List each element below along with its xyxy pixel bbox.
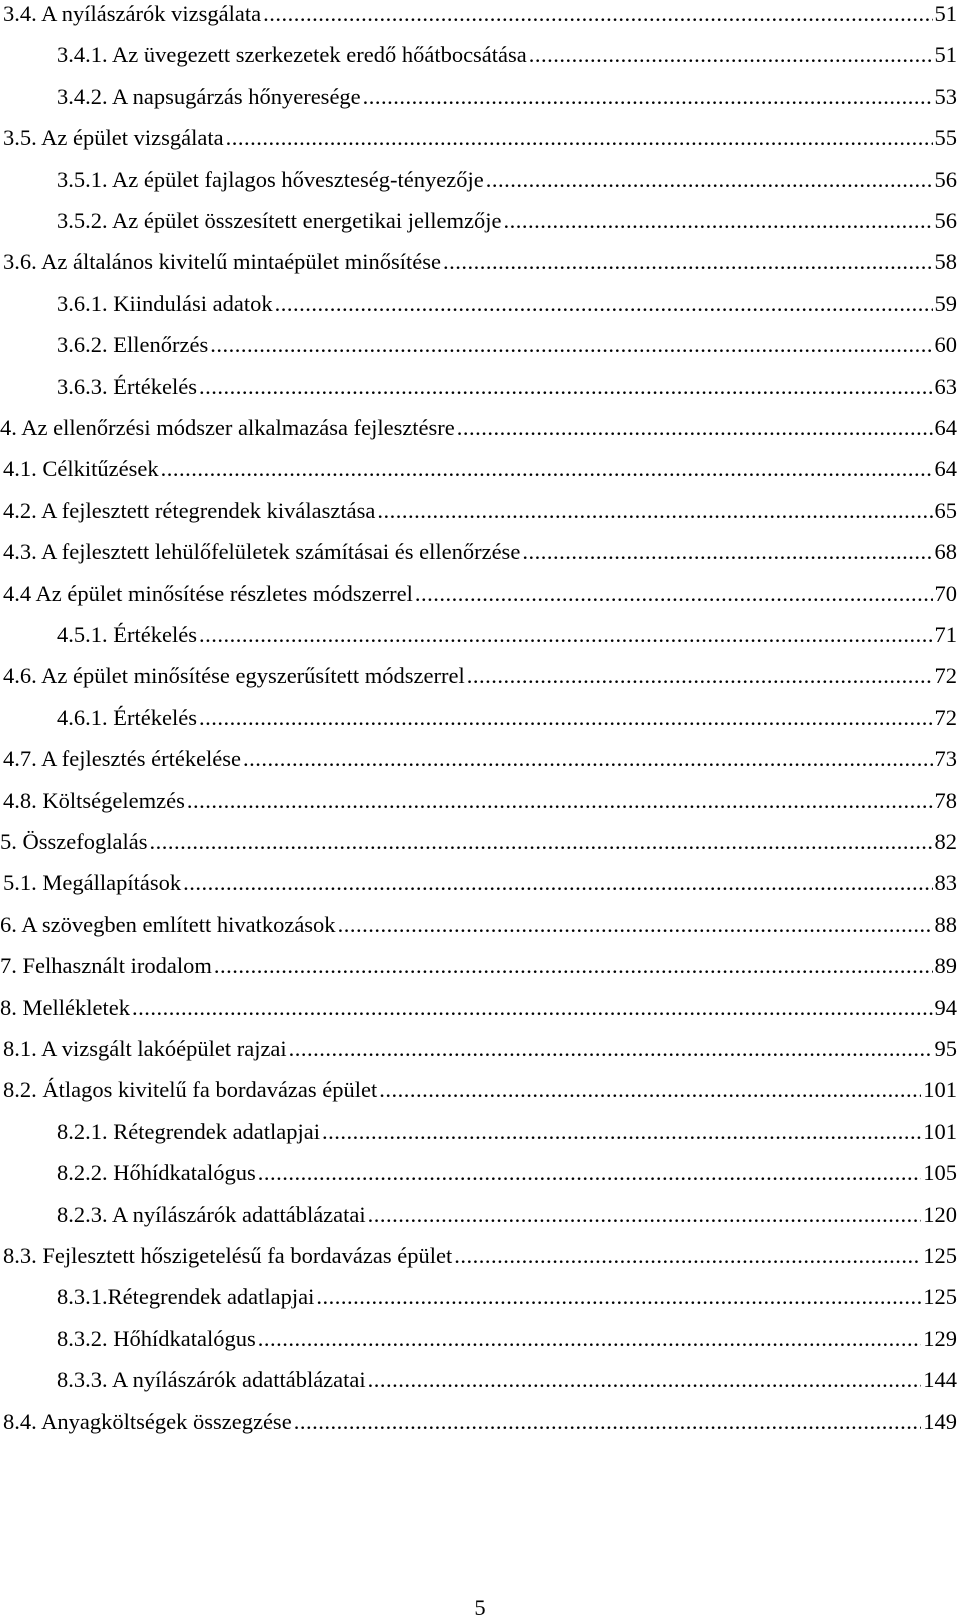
- toc-entry[interactable]: [0, 365, 957, 399]
- toc-entry-page: 95: [934, 1036, 957, 1061]
- toc-entry[interactable]: [0, 1110, 957, 1144]
- toc-dot-leader: [443, 250, 932, 274]
- toc-entry[interactable]: [0, 944, 957, 978]
- toc-dot-leader: [275, 292, 933, 316]
- toc-dot-leader: [322, 1120, 921, 1144]
- page-number: 5: [474, 1595, 486, 1620]
- toc-entry-title: 4.5.1. Értékelés: [57, 622, 197, 647]
- toc-entry-title: 8.2. Átlagos kivitelű fa bordavázas épület: [3, 1077, 378, 1103]
- toc-entry-title: 8.3. Fejlesztett hőszigetelésű fa bordavázas épület: [3, 1243, 453, 1268]
- toc-entry-page: 56: [934, 208, 957, 233]
- toc-entry-page: 72: [934, 704, 957, 730]
- toc-entry-title: 4.4 Az épület minősítése részletes módszerrel: [3, 580, 413, 606]
- toc-dot-leader: [294, 1410, 922, 1434]
- toc-entry[interactable]: [0, 489, 957, 523]
- toc-entry[interactable]: [0, 1027, 957, 1061]
- toc-entry[interactable]: [0, 986, 957, 1020]
- toc-entry[interactable]: [0, 696, 957, 730]
- toc-entry[interactable]: [0, 158, 957, 192]
- toc-entry-title: 3.4.2. A napsugárzás hőnyeresége: [57, 83, 361, 109]
- toc-entry-title: 6. A szövegben említett hivatkozások: [0, 911, 336, 937]
- toc-entry-page: 129: [923, 1325, 957, 1351]
- toc-entry-page: 60: [934, 332, 957, 358]
- toc-entry[interactable]: [0, 1068, 957, 1102]
- toc-entry-title: 4.7. A fejlesztés értékelése: [3, 746, 242, 772]
- toc-dot-leader: [338, 913, 933, 937]
- toc-entry-title: 3.4. A nyílászárók vizsgálata: [3, 1, 262, 26]
- toc-dot-leader: [503, 209, 932, 233]
- toc-dot-leader: [379, 1078, 921, 1102]
- toc-entry[interactable]: [0, 654, 957, 688]
- toc-entry[interactable]: [0, 530, 957, 564]
- toc-entry-title: 4.2. A fejlesztett rétegrendek kiválasztása: [3, 497, 376, 523]
- toc-entry-page: 72: [934, 663, 957, 689]
- toc-entry-title: 3.6.3. Értékelés: [57, 373, 197, 399]
- toc-entry-page: 71: [934, 622, 957, 647]
- toc-entry[interactable]: [0, 1275, 957, 1309]
- toc-entry[interactable]: [0, 903, 957, 937]
- toc-entry-title: 5.1. Megállapítások: [3, 870, 182, 896]
- toc-entry-page: 82: [934, 829, 957, 854]
- toc-entry-page: 55: [934, 125, 957, 151]
- toc-entry-title: 8.1. A vizsgált lakóépület rajzai: [3, 1036, 287, 1061]
- toc-entry[interactable]: [0, 861, 957, 895]
- toc-entry-title: 8.2.1. Rétegrendek adatlapjai: [57, 1118, 321, 1144]
- toc-entry-page: 125: [923, 1284, 957, 1310]
- toc-entry-title: 3.6. Az általános kivitelű mintaépület minősítése: [3, 249, 442, 275]
- toc-entry[interactable]: [0, 572, 957, 606]
- toc-dot-leader: [214, 954, 933, 978]
- toc-entry[interactable]: [0, 406, 957, 440]
- toc-entry-page: 51: [934, 42, 957, 68]
- toc-dot-leader: [199, 706, 933, 730]
- toc-dot-leader: [454, 1244, 921, 1268]
- toc-entry-title: 4.1. Célkitűzések: [3, 456, 159, 482]
- toc-entry-title: 8. Mellékletek: [0, 994, 130, 1020]
- toc-entry[interactable]: [0, 1317, 957, 1351]
- toc-dot-leader: [377, 499, 932, 523]
- toc-entry-title: 4. Az ellenőrzési módszer alkalmazása fejlesztésre: [0, 415, 455, 440]
- toc-entry-title: 4.6. Az épület minősítése egyszerűsített módszerrel: [3, 663, 465, 689]
- toc-dot-leader: [289, 1037, 933, 1061]
- toc-entry-title: 3.6.1. Kiindulási adatok: [57, 290, 273, 316]
- toc-dot-leader: [226, 126, 933, 150]
- toc-entry-title: 4.3. A fejlesztett lehülőfelületek számításai és ellenőrzése: [3, 539, 521, 565]
- toc-entry-title: 8.3.2. Hőhídkatalógus: [57, 1325, 256, 1351]
- toc-entry-page: 149: [923, 1408, 957, 1434]
- toc-entry[interactable]: [0, 0, 957, 26]
- toc-dot-leader: [363, 85, 933, 109]
- toc-dot-leader: [258, 1327, 922, 1351]
- toc-dot-leader: [467, 664, 933, 688]
- toc-entry-page: 88: [934, 911, 957, 937]
- toc-entry[interactable]: [0, 1358, 957, 1392]
- toc-entry-page: 63: [934, 373, 957, 399]
- toc-entry-page: 64: [934, 415, 957, 440]
- toc-entry[interactable]: [0, 282, 957, 316]
- toc-entry-title: 8.2.3. A nyílászárók adattáblázatai: [57, 1201, 366, 1227]
- toc-entry[interactable]: [0, 116, 957, 150]
- toc-dot-leader: [529, 43, 933, 67]
- toc-entry-page: 78: [934, 787, 957, 813]
- toc-dot-leader: [199, 375, 933, 399]
- toc-dot-leader: [199, 623, 933, 647]
- toc-entry-page: 94: [934, 994, 957, 1020]
- toc-entry-title: 3.6.2. Ellenőrzés: [57, 332, 209, 358]
- toc-dot-leader: [258, 1161, 922, 1185]
- toc-entry[interactable]: [0, 1193, 957, 1227]
- toc-entry-page: 58: [934, 249, 957, 275]
- toc-entry-page: 59: [934, 290, 957, 316]
- toc-entry-title: 8.4. Anyagköltségek összegzése: [3, 1408, 292, 1434]
- toc-entry-page: 68: [934, 539, 957, 565]
- toc-entry-title: 4.6.1. Értékelés: [57, 704, 197, 730]
- toc-entry-page: 51: [934, 1, 957, 26]
- toc-entry-page: 64: [934, 456, 957, 482]
- toc-entry-title: 5. Összefoglalás: [0, 829, 148, 854]
- toc-entry-page: 73: [934, 746, 957, 772]
- toc-dot-leader: [187, 789, 933, 813]
- toc-dot-leader: [132, 996, 933, 1020]
- toc-entry[interactable]: [0, 1151, 957, 1185]
- toc-dot-leader: [415, 582, 933, 606]
- toc-dot-leader: [183, 871, 932, 895]
- toc-dot-leader: [316, 1285, 921, 1309]
- toc-dot-leader: [457, 416, 933, 440]
- toc-entry-page: 101: [923, 1077, 957, 1103]
- toc-dot-leader: [243, 747, 932, 771]
- toc-dot-leader: [263, 2, 932, 26]
- toc-entry[interactable]: [0, 779, 957, 813]
- toc-entry-title: 8.2.2. Hőhídkatalógus: [57, 1160, 256, 1186]
- toc-dot-leader: [368, 1368, 922, 1392]
- toc-entry-page: 83: [934, 870, 957, 896]
- toc-entry-page: 144: [923, 1367, 957, 1393]
- toc-dot-leader: [161, 457, 933, 481]
- toc-dot-leader: [210, 333, 932, 357]
- toc-entry-title: 8.3.3. A nyílászárók adattáblázatai: [57, 1367, 366, 1393]
- toc-entry-page: 101: [923, 1118, 957, 1144]
- toc-dot-leader: [368, 1203, 922, 1227]
- toc-dot-leader: [486, 168, 933, 192]
- toc-dot-leader: [149, 830, 932, 854]
- toc-entry[interactable]: [0, 1234, 957, 1268]
- toc-entry-page: 53: [934, 83, 957, 109]
- toc-entry-title: 7. Felhasznált irodalom: [0, 953, 212, 979]
- toc-entry-page: 125: [923, 1243, 957, 1268]
- toc-entry[interactable]: [0, 1400, 957, 1434]
- toc-entry[interactable]: [0, 33, 957, 67]
- toc-entry-page: 105: [923, 1160, 957, 1186]
- toc-entry-page: 89: [934, 953, 957, 979]
- toc-dot-leader: [522, 540, 932, 564]
- toc-entry-page: 120: [923, 1201, 957, 1227]
- toc-entry[interactable]: [0, 240, 957, 274]
- toc-entry-title: 3.5. Az épület vizsgálata: [3, 125, 224, 151]
- toc-entry[interactable]: [0, 323, 957, 357]
- toc-entry[interactable]: [0, 75, 957, 109]
- toc-entry[interactable]: [0, 820, 957, 854]
- toc-entry[interactable]: [0, 613, 957, 647]
- toc-entry-page: 65: [934, 497, 957, 523]
- toc-entry-title: 8.3.1.Rétegrendek adatlapjai: [57, 1284, 315, 1310]
- toc-entry[interactable]: [0, 737, 957, 771]
- toc-entry[interactable]: [0, 447, 957, 481]
- toc-entry-title: 3.5.2. Az épület összesített energetikai jellemzője: [57, 208, 502, 233]
- toc-entry-title: 4.8. Költségelemzés: [3, 787, 185, 813]
- toc-entry-page: 56: [934, 166, 957, 192]
- toc-entry-title: 3.4.1. Az üvegezett szerkezetek eredő hőátbocsátása: [57, 42, 527, 68]
- toc-entry-title: 3.5.1. Az épület fajlagos hőveszteség-tényezője: [57, 166, 484, 192]
- toc-entry-page: 70: [934, 580, 957, 606]
- toc-entry[interactable]: [0, 199, 957, 233]
